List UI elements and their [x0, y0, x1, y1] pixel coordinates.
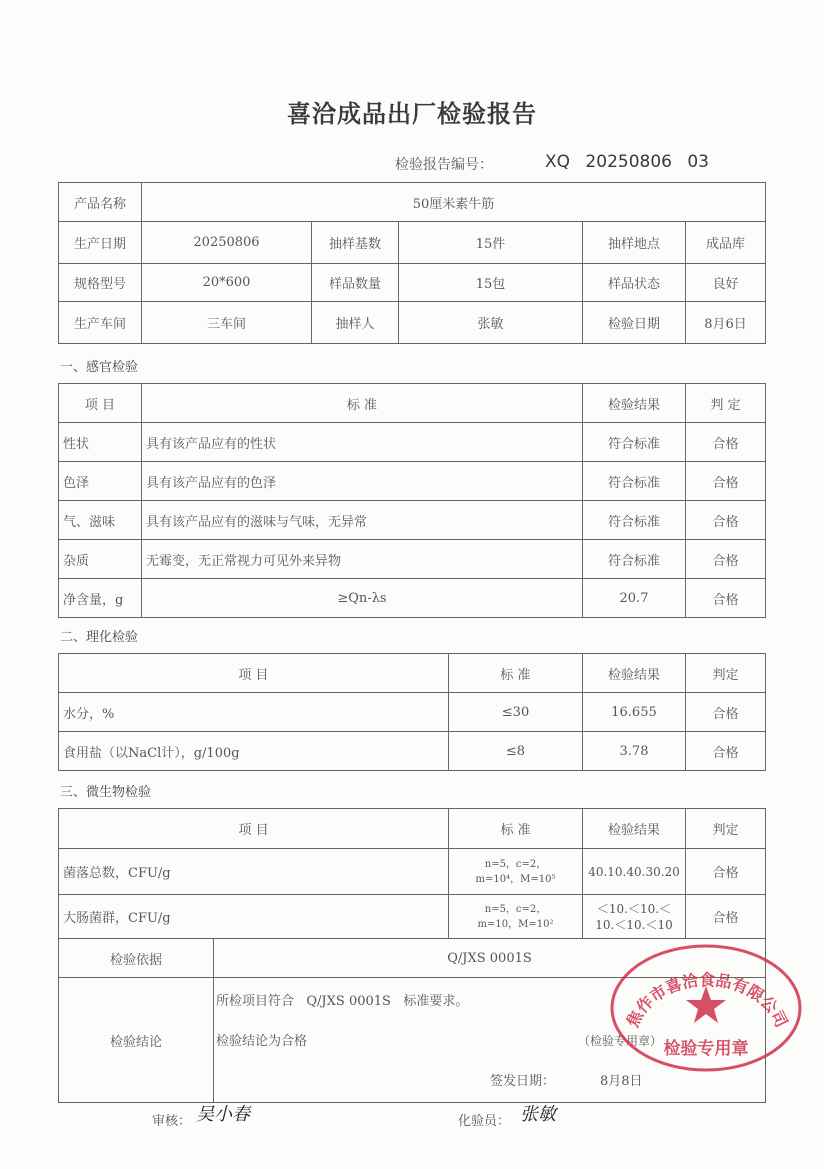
row-standard: 具有该产品应有的性状: [142, 423, 583, 462]
row-judge: 合格: [686, 849, 766, 895]
micro-header-result: 检验结果: [583, 809, 686, 849]
row-standard: ≥Qn-λs: [142, 579, 583, 618]
standard-line: n=5，c=2，: [484, 903, 547, 915]
sensory-table: [58, 383, 766, 618]
row-result: 符合标准: [583, 540, 686, 579]
company-seal: [606, 942, 806, 1074]
seal-company-text: 焦作市喜洽食品有限公司: [622, 970, 792, 1031]
row-standard: 具有该产品应有的色泽: [142, 462, 583, 501]
table-row: [59, 693, 766, 732]
physchem-header-standard: 标 准: [449, 654, 583, 693]
row-item: 气、滋味: [59, 501, 142, 540]
row-judge: 合格: [686, 462, 766, 501]
conclusion-label: 检验结论: [59, 978, 214, 1103]
row-judge: 合格: [686, 895, 766, 939]
sampler-label: 抽样人: [312, 302, 399, 344]
physchem-header-item: 项 目: [59, 654, 449, 693]
row-judge: 合格: [686, 540, 766, 579]
seal-purpose-text: 检验专用章: [663, 1039, 749, 1059]
sample-state-label: 样品状态: [583, 264, 686, 302]
micro-header-item: 项 目: [59, 809, 449, 849]
row-item: 性状: [59, 423, 142, 462]
row-item: 杂质: [59, 540, 142, 579]
sensory-section-title: 一、感官检验: [60, 360, 139, 375]
info-table: [58, 182, 766, 344]
sample-state: 良好: [686, 264, 766, 302]
issue-date: 8月8日: [600, 1074, 643, 1089]
table-row: [59, 423, 766, 462]
sample-place: 成品库: [686, 222, 766, 264]
micro-header-standard: 标 准: [449, 809, 583, 849]
sensory-header-standard: 标 准: [142, 384, 583, 423]
micro-section-title: 三、微生物检验: [60, 785, 152, 800]
table-row: [59, 579, 766, 618]
row-judge: 合格: [686, 693, 766, 732]
table-row: [59, 849, 766, 895]
seal-star-icon: [686, 986, 726, 1023]
tester-signature: 张敏: [520, 1104, 556, 1125]
row-item: 菌落总数，CFU/g: [59, 849, 449, 895]
product-name: 50厘米素牛筋: [142, 183, 766, 222]
row-item: 净含量，g: [59, 579, 142, 618]
row-result: [583, 895, 686, 939]
row-item: 大肠菌群，CFU/g: [59, 895, 449, 939]
standard-line: n=5，c=2，: [484, 858, 547, 870]
row-result: 3.78: [583, 732, 686, 771]
row-item: 色泽: [59, 462, 142, 501]
prod-date: 20250806: [142, 222, 312, 264]
row-result: 符合标准: [583, 462, 686, 501]
spec-label: 规格型号: [59, 264, 142, 302]
tester-label: 化验员：: [458, 1114, 511, 1129]
sample-base-label: 抽样基数: [312, 222, 399, 264]
row-judge: 合格: [686, 732, 766, 771]
prod-date-label: 生产日期: [59, 222, 142, 264]
row-result: 16.655: [583, 693, 686, 732]
row-item: 水分，%: [59, 693, 449, 732]
table-row: [59, 501, 766, 540]
row-result: 符合标准: [583, 423, 686, 462]
physchem-section-title: 二、理化检验: [60, 630, 139, 645]
issue-date-label: 签发日期：: [490, 1074, 556, 1089]
row-standard: 具有该产品应有的滋味与气味，无异常: [142, 501, 583, 540]
spec: 20*600: [142, 264, 312, 302]
row-standard: ≤30: [449, 693, 583, 732]
sample-base: 15件: [399, 222, 583, 264]
sensory-header-item: 项 目: [59, 384, 142, 423]
sensory-header-result: 检验结果: [583, 384, 686, 423]
standard-line: m=10⁴，M=10⁵: [475, 873, 556, 885]
physchem-header-judge: 判定: [686, 654, 766, 693]
row-result: 20.7: [583, 579, 686, 618]
sampler: 张敏: [399, 302, 583, 344]
conclusion-line-2: 检验结论为合格: [216, 1034, 308, 1049]
seal-note: （检验专用章）: [578, 1034, 663, 1048]
sample-qty: 15包: [399, 264, 583, 302]
sample-qty-label: 样品数量: [312, 264, 399, 302]
row-item: 食用盐（以NaCl计），g/100g: [59, 732, 449, 771]
workshop-label: 生产车间: [59, 302, 142, 344]
result-line: ＜10.＜10.＜: [596, 901, 672, 916]
row-standard: 无霉变，无正常视力可见外来异物: [142, 540, 583, 579]
result-line: 10.＜10.＜10: [595, 917, 673, 932]
basis-label: 检验依据: [59, 939, 214, 978]
table-row: [59, 732, 766, 771]
sensory-header-judge: 判 定: [686, 384, 766, 423]
table-row: [59, 540, 766, 579]
review-signature: 吴小春: [196, 1104, 250, 1125]
micro-header-judge: 判定: [686, 809, 766, 849]
table-row: [59, 462, 766, 501]
sample-place-label: 抽样地点: [583, 222, 686, 264]
row-standard: ≤8: [449, 732, 583, 771]
report-title: 喜洽成品出厂检验报告: [287, 100, 537, 128]
report-number-value: XQ 20250806 03: [545, 152, 709, 172]
report-number-label: 检验报告编号：: [395, 157, 493, 173]
basis-value: Q/JXS 0001S: [214, 939, 766, 978]
table-row: [59, 895, 766, 939]
conclusion-line-1: 所检项目符合 Q/JXS 0001S 标准要求。: [216, 994, 469, 1009]
row-result: 符合标准: [583, 501, 686, 540]
standard-line: m=10，M=10²: [477, 918, 554, 930]
row-judge: 合格: [686, 579, 766, 618]
row-standard: [449, 849, 583, 895]
product-name-label: 产品名称: [59, 183, 142, 222]
inspect-date: 8月6日: [686, 302, 766, 344]
inspect-date-label: 检验日期: [583, 302, 686, 344]
physchem-table: [58, 653, 766, 771]
row-judge: 合格: [686, 501, 766, 540]
row-standard: [449, 895, 583, 939]
row-result: 40.10.40.30.20: [583, 849, 686, 895]
review-label: 审核：: [152, 1114, 192, 1129]
physchem-header-result: 检验结果: [583, 654, 686, 693]
row-judge: 合格: [686, 423, 766, 462]
workshop: 三车间: [142, 302, 312, 344]
